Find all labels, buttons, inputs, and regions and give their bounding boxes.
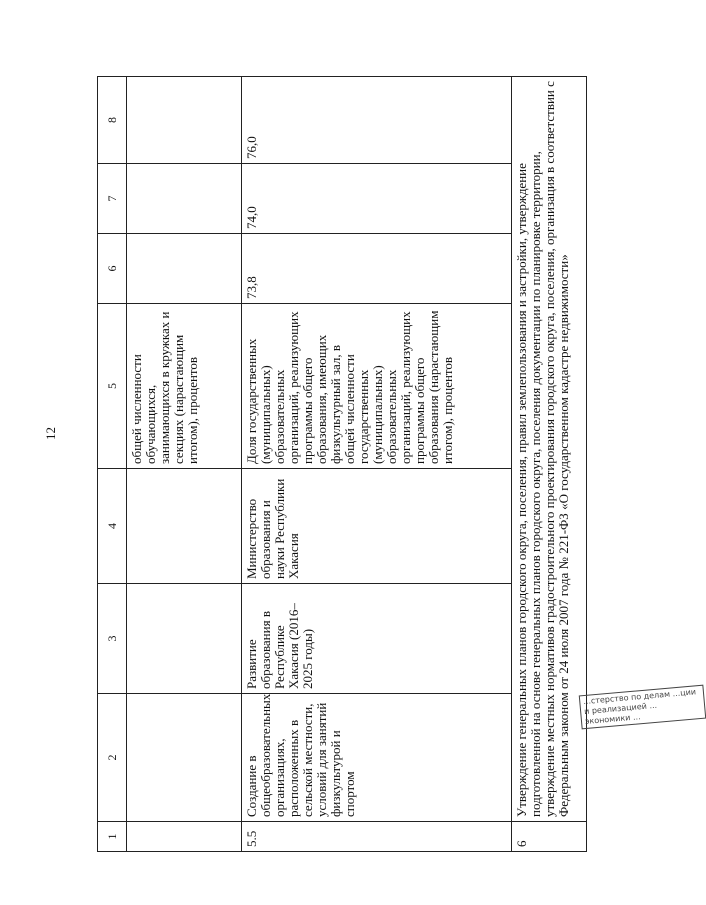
approval-stamp: ...стерство по делам ...ции и реализацией ... экономики ... bbox=[579, 685, 706, 730]
responsible-executor-cell bbox=[127, 469, 242, 584]
table-row bbox=[127, 77, 242, 852]
column-number: 1 bbox=[98, 822, 127, 852]
page-number: 12 bbox=[43, 427, 58, 440]
column-number-row bbox=[98, 77, 127, 852]
program-indicators-table bbox=[97, 76, 587, 852]
row-number-cell: 6 bbox=[512, 822, 587, 852]
program-name-cell bbox=[127, 584, 242, 694]
row-number-cell: 5.5 bbox=[242, 822, 512, 852]
indicator-value-cell: 76,0 bbox=[242, 77, 512, 164]
responsible-executor-cell: Министерство образования и науки Республики Хакасия bbox=[242, 469, 512, 584]
indicator-value-cell bbox=[127, 77, 242, 164]
column-number: 2 bbox=[98, 694, 127, 822]
column-number: 4 bbox=[98, 469, 127, 584]
column-number: 7 bbox=[98, 164, 127, 234]
column-number: 8 bbox=[98, 77, 127, 164]
column-number: 5 bbox=[98, 304, 127, 469]
measure-name-cell bbox=[127, 694, 242, 822]
table-row bbox=[512, 77, 587, 852]
indicator-value-cell: 74,0 bbox=[242, 164, 512, 234]
table-row bbox=[242, 77, 512, 852]
rotated-page-content bbox=[97, 77, 587, 852]
indicator-name-cell: общей численности обучающихся, занимающихся в кружках и секциях (нарастающим итогом), процентов bbox=[127, 304, 242, 469]
measure-name-cell: Создание в общеобразовательных организациях, расположенных в сельской местности, условий для занятий физкультурой и спортом bbox=[242, 694, 512, 822]
column-number: 3 bbox=[98, 584, 127, 694]
column-number: 6 bbox=[98, 234, 127, 304]
indicator-value-cell bbox=[127, 234, 242, 304]
indicator-value-cell: 73,8 bbox=[242, 234, 512, 304]
program-name-cell: Развитие образования в Республике Хакасия (2016–2025 годы) bbox=[242, 584, 512, 694]
indicator-value-cell bbox=[127, 164, 242, 234]
section-text-cell: Утверждение генеральных планов городского округа, поселения, правил землепользования и застройки, утверждение подготовленной на основе генеральных планов городского округа, поселения документации по планировке территории, утверждение местных нормативов градостроительного проектирования городского округа, поселения, организация в соответствии с Федеральным законом от 24 июля 2007 года № 221-ФЗ «О государственном кадастре недвижимости» bbox=[512, 77, 587, 822]
row-number-cell bbox=[127, 822, 242, 852]
indicator-name-cell: Доля государственных (муниципальных) образовательных организаций, реализующих программы общего образования, имеющих физкультурный зал, в общей численности государственных (муниципальных) образовательных организаций, реализующих программы общего образования (нарастающим итогом), процентов bbox=[242, 304, 512, 469]
